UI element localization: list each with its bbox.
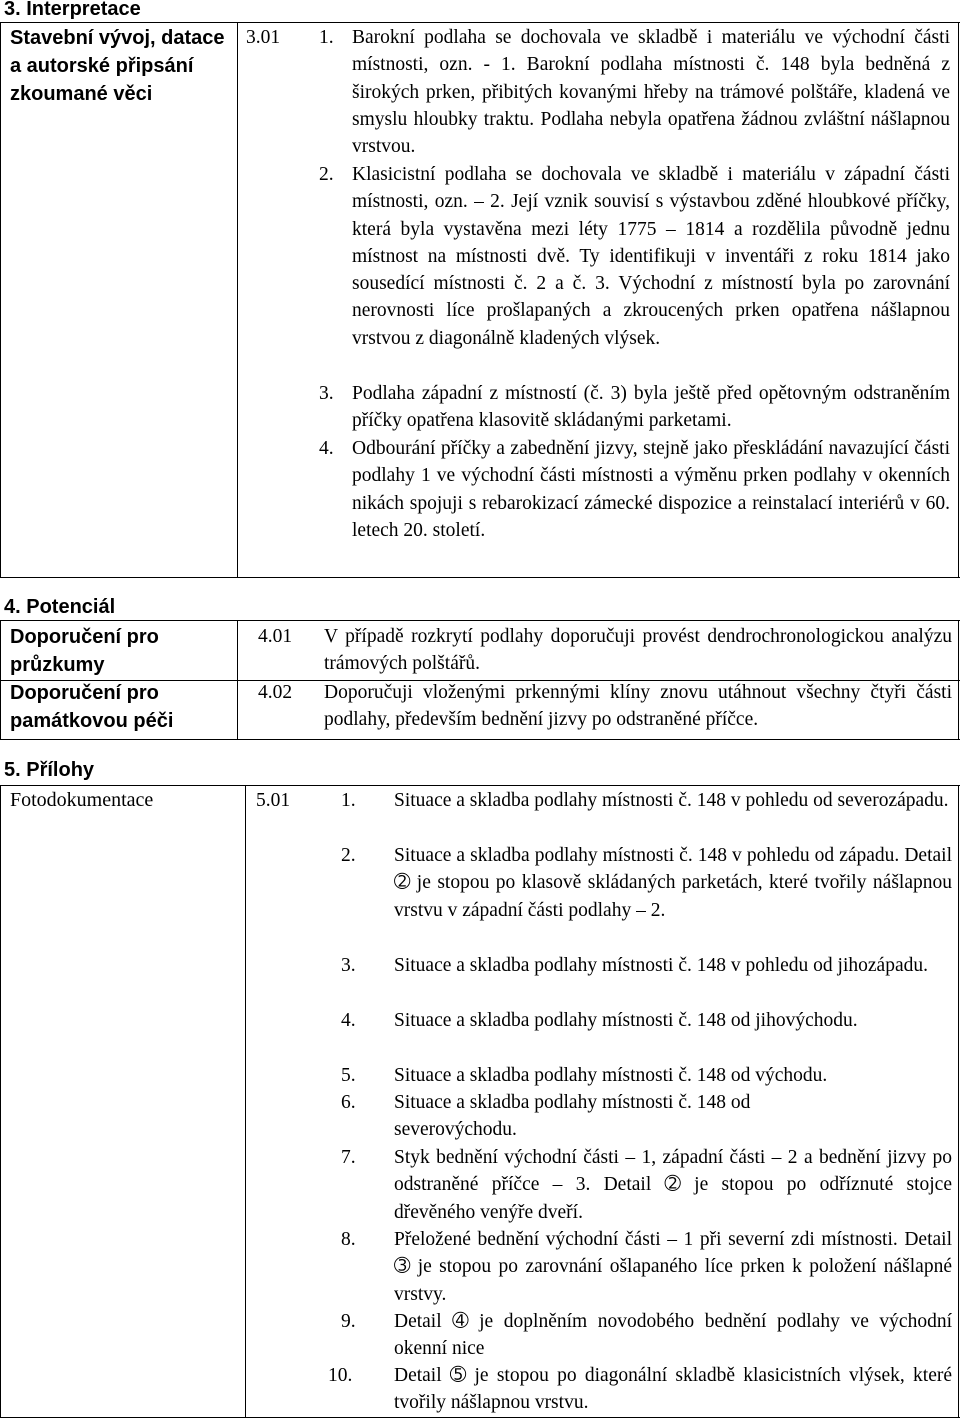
table5-left-rule	[0, 785, 1, 1418]
photo-item-6-text: Situace a skladba podlahy místnosti č. 148 od severovýchodu.	[394, 1092, 751, 1141]
interp-item-2-num: 2.	[319, 164, 334, 185]
table3-left-rule	[0, 22, 1, 578]
interpretation-code: 3.01	[246, 27, 281, 48]
photo-item-9-text: Detail ➃ je doplněním novodobého bednění podlahy ve východní okenní nice	[394, 1311, 952, 1360]
interp-item-2-text: Klasicistní podlaha se dochovala ve skladbě i materiálu v západní části místnosti, ozn. – 2. Její vznik souvisí s výstavbou zděné hloubkové příčky, která byla vystavěna mezi léty 1775 – 1814 a rozdělila původně jednu místnost na místnosti dvě. Ty identifikuji v inventáři z roku 1814 jako sousedící místnosti č. 2 a č. 3. Východní z místností byla po zarovnání nerovnosti líce prošlapaných a zkroucených prken opatřena nášlapnou vrstvou z diagonálně kladených vlýsek.	[352, 164, 950, 349]
interp-item-1-text: Barokní podlaha se dochovala ve skladbě i materiálu ve východní části místnosti, ozn. - 1. Barokní podlaha místnosti č. 148 byla bedněná z širokých prken, přibitých kovanými hřeby na trámové polštáře, kladená ve smyslu hloubky traktu. Podlaha nebyla opatřena žádnou zvláštní nášlapnou vrstvou.	[352, 27, 950, 158]
photo-item-7-text: Styk bednění východní části – 1, západní části – 2 a bednění jizvy po odstraněné příčce – 3. Detail ➁ je stopou po odříznuté stojce dřevěného venýře dveří.	[394, 1147, 952, 1223]
research-recommendation-label: Doporučení pro průzkumy	[10, 626, 159, 676]
table4-top-rule	[0, 620, 960, 621]
section-4-heading: 4. Potenciál	[4, 596, 116, 618]
section-5-heading: 5. Přílohy	[4, 759, 95, 781]
photo-item-3-text: Situace a skladba podlahy místnosti č. 148 v pohledu od jihozápadu.	[394, 955, 928, 976]
photo-documentation-label: Fotodokumentace	[10, 789, 154, 811]
table3-right-rule	[958, 22, 959, 578]
interp-item-4-num: 4.	[319, 438, 334, 459]
conservation-recommendation-text: Doporučuji vloženými prkennými klíny znovu utáhnout všechny čtyři části podlahy, především bednění jizvy po odstraněné příčce.	[324, 682, 952, 731]
interp-item-3-num: 3.	[319, 383, 334, 404]
table4-mid-rule	[237, 620, 238, 740]
photo-item-4-text: Situace a skladba podlahy místnosti č. 148 od jihovýchodu.	[394, 1010, 858, 1031]
photo-item-6-num: 6.	[341, 1092, 356, 1113]
interp-item-1-num: 1.	[319, 27, 334, 48]
photo-item-3-num: 3.	[341, 955, 356, 976]
table3-mid-rule	[237, 22, 238, 578]
table5-bottom-rule	[0, 1417, 960, 1418]
photo-item-1-text: Situace a skladba podlahy místnosti č. 148 v pohledu od severozápadu.	[394, 790, 949, 811]
table3-top-rule	[0, 22, 960, 23]
table5-right-rule	[958, 785, 959, 1418]
photo-documentation-code: 5.01	[256, 790, 291, 811]
photo-item-1-num: 1.	[341, 790, 356, 811]
interpretation-label: Stavební vývoj, datace a autorské připsání zkoumané věci	[10, 27, 225, 105]
table3-bottom-rule	[0, 577, 960, 578]
photo-item-8-num: 8.	[341, 1229, 356, 1250]
conservation-recommendation-code: 4.02	[258, 682, 293, 703]
photo-item-9-num: 9.	[341, 1311, 356, 1332]
photo-item-10-text: Detail ➄ je stopou po diagonální skladbě klasicistních vlýsek, které tvořily nášlapnou vrstvu.	[394, 1365, 952, 1414]
research-recommendation-code: 4.01	[258, 626, 293, 647]
table4-left-rule	[0, 620, 1, 740]
interp-item-3-text: Podlaha západní z místností (č. 3) byla ještě před opětovným odstraněním příčky opatřena klasovitě skládanými parketami.	[352, 383, 950, 432]
table4-bottom-rule	[0, 739, 960, 740]
photo-item-7-num: 7.	[341, 1147, 356, 1168]
photo-item-10-num: 10.	[328, 1365, 353, 1386]
table5-top-rule	[0, 785, 960, 786]
interp-item-4-text: Odbourání příčky a zabednění jizvy, stejně jako přeskládání navazující části podlahy 1 ve východní části místnosti a výměnu prken podlahy v okenních nikách spojuji s rebarokizací zámecké dispozice a reinstalací interiérů v 60. letech 20. století.	[352, 438, 950, 541]
research-recommendation-text: V případě rozkrytí podlahy doporučuji provést dendrochronologickou analýzu trámových polštářů.	[324, 626, 952, 675]
photo-item-2-text: Situace a skladba podlahy místnosti č. 148 v pohledu od západu. Detail ➁ je stopou po klasově skládaných parketách, které tvořily nášlapnou vrstvu v západní části podlahy – 2.	[394, 845, 952, 921]
table5-mid-rule	[245, 785, 246, 1418]
section-3-heading: 3. Interpretace	[4, 0, 141, 20]
table4-right-rule	[958, 620, 959, 740]
conservation-recommendation-label: Doporučení pro památkovou péči	[10, 682, 174, 732]
photo-item-8-text: Přeložené bednění východní části – 1 při severní zdi místnosti. Detail ➂ je stopou po zarovnání ošlapaného líce prken k položení nášlapné vrstvy.	[394, 1229, 952, 1305]
photo-item-5-num: 5.	[341, 1065, 356, 1086]
photo-item-5-text: Situace a skladba podlahy místnosti č. 148 od východu.	[394, 1065, 828, 1086]
photo-item-4-num: 4.	[341, 1010, 356, 1031]
photo-item-2-num: 2.	[341, 845, 356, 866]
